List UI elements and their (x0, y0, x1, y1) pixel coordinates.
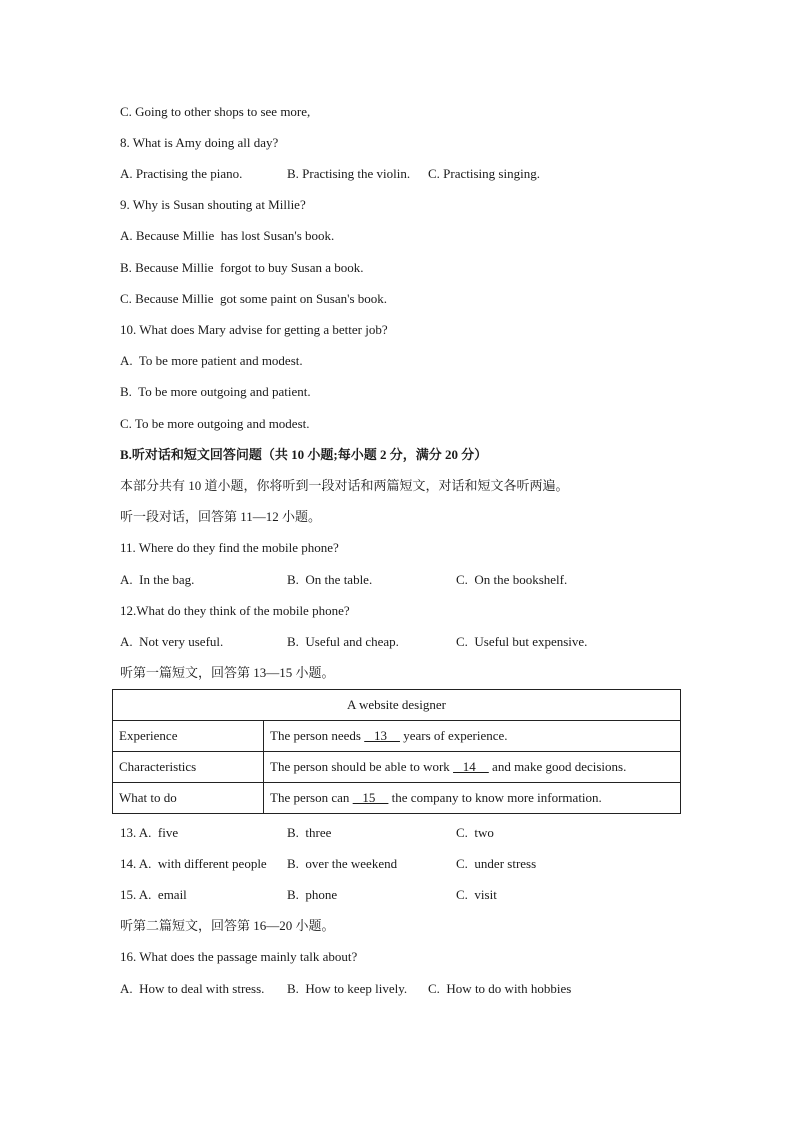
blank-13: 13 (364, 728, 400, 743)
q9-question: 9. Why is Susan shouting at Millie? (120, 197, 306, 212)
q9-option-c: C. Because Millie got some paint on Susan's book. (120, 291, 388, 306)
q15-option-a: 15. A. email (120, 887, 187, 902)
table-row (113, 752, 681, 783)
table-row-pre: The person should be able to work (270, 759, 454, 774)
q15-option-b: B. phone (287, 887, 338, 902)
blank-14: 14 (453, 759, 489, 774)
blank-15: 15 (352, 790, 389, 805)
q13-option-a: 13. A. five (120, 825, 179, 840)
q14-option-b: B. over the weekend (287, 856, 398, 871)
q11-question: 11. Where do they find the mobile phone? (120, 540, 339, 555)
table-row (113, 721, 681, 752)
q16-option-b: B. How to keep lively. (287, 981, 408, 996)
q15-option-c: C. visit (456, 887, 497, 902)
dialogue-instruction: 听一段对话，回答第 11—12 小题。 (120, 509, 322, 524)
passage2-instruction: 听第二篇短文，回答第 16—20 小题。 (120, 918, 335, 933)
section-b-heading: B.听对话和短文回答问题（共 10 小题;每小题 2 分，满分 20 分） (120, 447, 488, 462)
table-row-post: the company to know more information. (388, 790, 602, 805)
table-row-content (264, 752, 681, 783)
q14-option-a: 14. A. with different people (120, 856, 267, 871)
q16-option-c: C. How to do with hobbies (428, 981, 572, 996)
table-row (113, 783, 681, 814)
table-row-pre: The person needs (270, 728, 365, 743)
q11-option-a: A. In the bag. (120, 572, 195, 587)
q10-question: 10. What does Mary advise for getting a better job? (120, 322, 388, 337)
q14-option-c: C. under stress (456, 856, 537, 871)
q12-option-b: B. Useful and cheap. (287, 634, 399, 649)
q10-option-c: C. To be more outgoing and modest. (120, 416, 310, 431)
q8-option-c: C. Practising singing. (428, 166, 540, 181)
table-title: A website designer (113, 690, 681, 721)
table-row-label: Characteristics (113, 752, 264, 783)
q7-option-c: C. Going to other shops to see more, (120, 104, 311, 119)
q13-option-c: C. two (456, 825, 494, 840)
q10-option-b: B. To be more outgoing and patient. (120, 384, 311, 399)
q11-option-b: B. On the table. (287, 572, 373, 587)
table-row-pre: The person can (270, 790, 353, 805)
q12-option-c: C. Useful but expensive. (456, 634, 588, 649)
q11-option-c: C. On the bookshelf. (456, 572, 568, 587)
table-row-label: Experience (113, 721, 264, 752)
table-row-post: and make good decisions. (488, 759, 627, 774)
table-row-label: What to do (113, 783, 264, 814)
section-b-intro: 本部分共有 10 道小题，你将听到一段对话和两篇短文，对话和短文各听两遍。 (120, 478, 569, 493)
q16-option-a: A. How to deal with stress. (120, 981, 265, 996)
q12-question: 12.What do they think of the mobile phone? (120, 603, 350, 618)
q13-option-b: B. three (287, 825, 332, 840)
q10-option-a: A. To be more patient and modest. (120, 353, 303, 368)
table-row-content (264, 783, 681, 814)
q12-option-a: A. Not very useful. (120, 634, 224, 649)
passage1-instruction: 听第一篇短文，回答第 13—15 小题。 (120, 665, 335, 680)
info-table (112, 689, 681, 814)
q9-option-a: A. Because Millie has lost Susan's book. (120, 228, 335, 243)
q8-option-b: B. Practising the violin. (287, 166, 411, 181)
table-row-post: years of experience. (399, 728, 508, 743)
q16-question: 16. What does the passage mainly talk about? (120, 949, 358, 964)
q8-option-a: A. Practising the piano. (120, 166, 243, 181)
q8-question: 8. What is Amy doing all day? (120, 135, 279, 150)
q9-option-b: B. Because Millie forgot to buy Susan a book. (120, 260, 364, 275)
table-row-content (264, 721, 681, 752)
table-header-row (113, 690, 681, 721)
